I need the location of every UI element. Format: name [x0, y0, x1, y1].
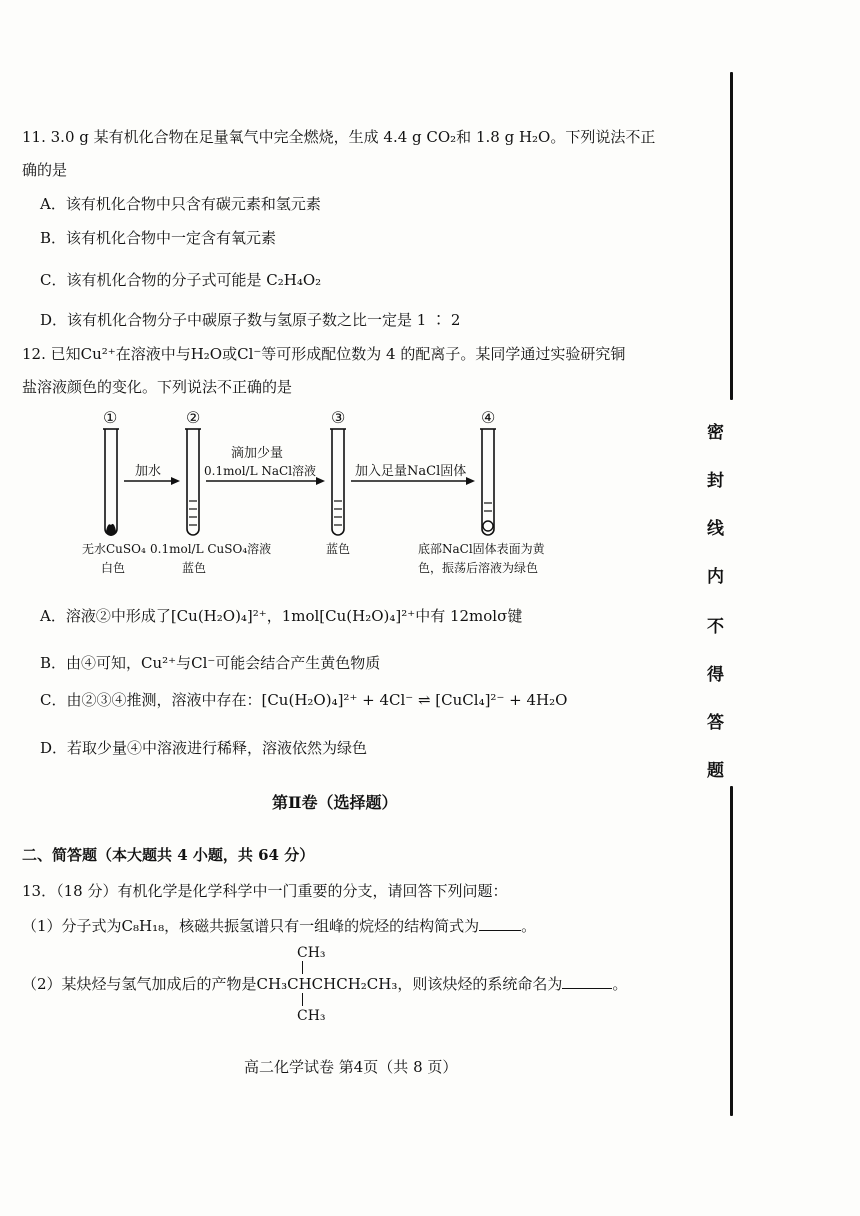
q11-number: 11. — [22, 128, 46, 146]
q12-number: 12. — [22, 345, 46, 363]
section2-heading: 二、简答题（本大题共 4 小题，共 64 分） — [22, 846, 315, 864]
q11-option-d: D．该有机化合物分子中碳原子数与氢原子数之比一定是 1 ∶ 2 — [40, 311, 461, 329]
bond-top — [302, 961, 303, 974]
arrow-head-1 — [171, 477, 180, 485]
q11-stem-line1 — [22, 130, 655, 145]
bond-bottom — [302, 993, 303, 1006]
tube2-caption-line2: 蓝色 — [182, 561, 207, 575]
arrow2-label-top: 滴加少量 — [231, 446, 284, 461]
q12-option-d: D．若取少量④中溶液进行稀释，溶液依然为绿色 — [40, 739, 368, 757]
q12-option-c: C．由②③④推测，溶液中存在：[Cu(H₂O)₄]²⁺ + 4Cl⁻ ⇌ [CuCl₄]²⁻ + 4H₂O — [40, 691, 568, 709]
q12-stem-line2: 盐溶液颜色的变化。下列说法不正确的是 — [22, 378, 293, 396]
arrow3-label: 加入足量NaCl固体 — [355, 464, 467, 479]
q11-option-c: C．该有机化合物的分子式可能是 C₂H₄O₂ — [40, 271, 322, 289]
seal-line-top — [730, 72, 733, 400]
part2-title: 第Ⅱ卷（选择题） — [272, 793, 398, 812]
tube1-caption-line2: 白色 — [101, 561, 126, 575]
experiment-diagram — [0, 405, 700, 585]
test-tube-2 — [187, 429, 199, 535]
seal-char: 封 — [707, 471, 724, 491]
q13-part1-text: （1）分子式为C₈H₁₈，核磁共振氢谱只有一组峰的烷烃的结构简式为 — [22, 917, 480, 935]
arrow1-label: 加水 — [135, 464, 162, 479]
q11-stem: 3.0 g 某有机化合物在足量氧气中完全燃烧，生成 4.4 g CO₂和 1.8 g H₂O。下列说法不正 — [50, 128, 656, 146]
arrow2-label-bottom: 0.1mol/L NaCl溶液 — [204, 464, 317, 478]
q12-stem-line1 — [22, 347, 625, 362]
tube-label-3: ③ — [331, 408, 346, 427]
branch-top: CH₃ — [297, 945, 326, 961]
q12-option-b: B．由④可知，Cu²⁺与Cl⁻可能会结合产生黄色物质 — [40, 654, 381, 672]
q13-part2-post: ，则该炔烃的系统命名为 — [397, 975, 563, 993]
seal-char: 得 — [707, 665, 724, 685]
answer-blank-2[interactable] — [562, 976, 612, 989]
seal-char: 线 — [707, 519, 724, 539]
q11-stem-line2: 确的是 — [22, 161, 68, 179]
tube1-caption-line1: 无水CuSO₄ — [82, 542, 146, 556]
tube4-caption-line2: 色，振荡后溶液为绿色 — [418, 561, 539, 575]
tube-label-4: ④ — [481, 408, 496, 427]
q13-part1-end: 。 — [521, 917, 537, 935]
branch-bottom: CH₃ — [297, 1008, 326, 1024]
tube-label-2: ② — [186, 408, 201, 427]
q11-option-b: B．该有机化合物中一定含有氧元素 — [40, 229, 277, 247]
q13-part2 — [22, 976, 627, 992]
tube3-caption: 蓝色 — [326, 542, 351, 556]
seal-line-bottom — [730, 786, 733, 1116]
q12-option-a: A．溶液②中形成了[Cu(H₂O)₄]²⁺，1mol[Cu(H₂O)₄]²⁺中有 12molσ键 — [40, 607, 523, 625]
q13-part2-pre: （2）某炔烃与氢气加成后的产物是 — [22, 975, 257, 993]
q13-stem: 13．（18 分）有机化学是化学科学中一门重要的分支，请回答下列问题： — [22, 882, 508, 900]
nacl-solid — [483, 521, 493, 531]
tube2-caption-line1: 0.1mol/L CuSO₄溶液 — [150, 542, 272, 556]
test-tube-1 — [105, 429, 117, 535]
seal-char: 不 — [707, 617, 724, 637]
seal-char: 题 — [707, 761, 724, 781]
test-tube-4 — [482, 429, 494, 535]
answer-blank-1[interactable] — [479, 918, 521, 931]
arrow-head-2 — [316, 477, 325, 485]
tube4-caption-line1: 底部NaCl固体表面为黄 — [418, 542, 545, 556]
arrow-head-3 — [466, 477, 475, 485]
seal-char: 内 — [707, 567, 724, 587]
tube-label-1: ① — [103, 408, 118, 427]
anhydrous-cuso4-solid — [106, 524, 116, 536]
solution-lines — [189, 501, 492, 525]
q13-part1 — [22, 918, 536, 934]
q12-stem: 已知Cu²⁺在溶液中与H₂O或Cl⁻等可形成配位数为 4 的配离子。某同学通过实验研究铜 — [50, 345, 626, 363]
q13-part2-end: 。 — [612, 975, 628, 993]
q11-option-a: A．该有机化合物中只含有碳元素和氢元素 — [40, 195, 321, 213]
test-tube-3 — [332, 429, 344, 535]
page-footer: 高二化学试卷 第4页（共 8 页） — [244, 1058, 458, 1076]
product-formula: CH₃CHCHCH₂CH₃ — [256, 975, 398, 993]
seal-char: 答 — [707, 713, 724, 733]
seal-char: 密 — [707, 423, 724, 443]
